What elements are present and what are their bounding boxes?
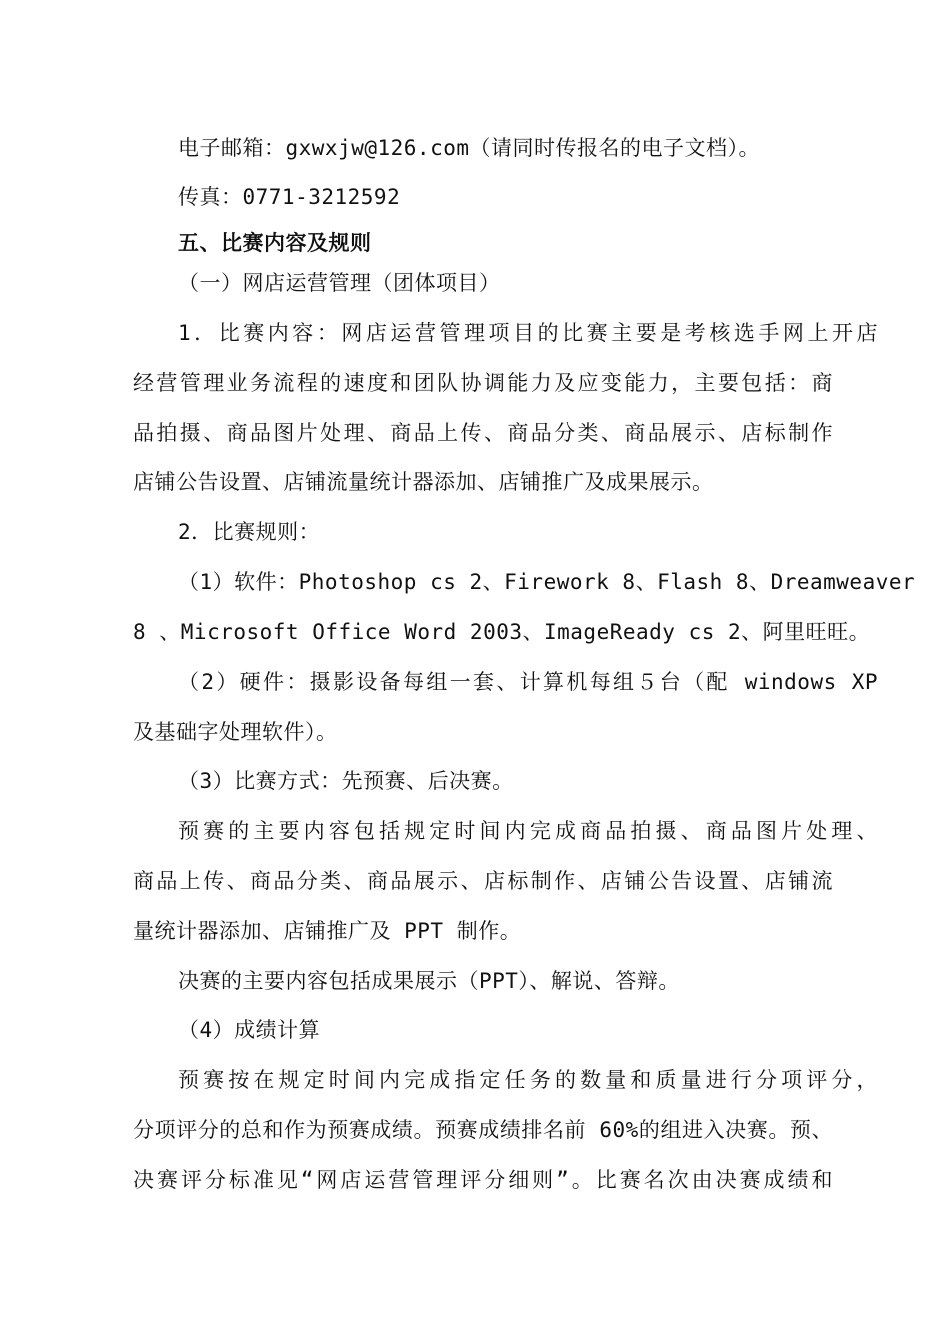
rules-heading: 2．比赛规则： [178,520,321,544]
paragraph-line: 品拍摄、商品图片处理、商品上传、商品分类、商品展示、店标制作 [133,421,833,445]
paragraph-line: 分项评分的总和作为预赛成绩。预赛成绩排名前 60%的组进入决赛。预、 [133,1118,833,1142]
paragraph-line: 决赛评分标准见“网店运营管理评分细则”。比赛名次由决赛成绩和 [133,1168,833,1192]
paragraph-line: （1）软件：Photoshop cs 2、Firework 8、Flash 8、Dreamweaver [178,570,916,594]
paragraph-line: （3）比赛方式：先预赛、后决赛。 [178,769,514,793]
subsection-heading: （一）网店运营管理（团体项目） [178,271,501,295]
paragraph-line: （2）硬件：摄影设备每组一套、计算机每组５台（配 windows XP [178,670,878,694]
email-line: 电子邮箱：gxwxjw@126.com（请同时传报名的电子文档）。 [178,136,761,160]
paragraph-line: 量统计器添加、店铺推广及 PPT 制作。 [133,919,522,943]
paragraph-line: 及基础字处理软件）。 [133,720,338,744]
section-heading: 五、比赛内容及规则 [178,231,372,255]
paragraph-line: 商品上传、商品分类、商品展示、店标制作、店铺公告设置、店铺流 [133,869,833,893]
paragraph-line: 8 、Microsoft Office Word 2003、ImageReady cs 2、阿里旺旺。 [133,620,871,644]
paragraph-line: 店铺公告设置、店铺流量统计器添加、店铺推广及成果展示。 [133,470,714,494]
paragraph-line: 决赛的主要内容包括成果展示（PPT）、解说、答辩。 [178,969,680,993]
paragraph-line: 经营管理业务流程的速度和团队协调能力及应变能力，主要包括：商 [133,371,833,395]
scoring-heading: （4）成绩计算 [178,1018,321,1042]
paragraph-line: 预赛的主要内容包括规定时间内完成商品拍摄、商品图片处理、 [178,819,878,843]
paragraph-line: 预赛按在规定时间内完成指定任务的数量和质量进行分项评分， [178,1068,878,1092]
paragraph-line: 1．比赛内容：网店运营管理项目的比赛主要是考核选手网上开店 [178,321,878,345]
fax-line: 传真：0771-3212592 [178,185,401,209]
